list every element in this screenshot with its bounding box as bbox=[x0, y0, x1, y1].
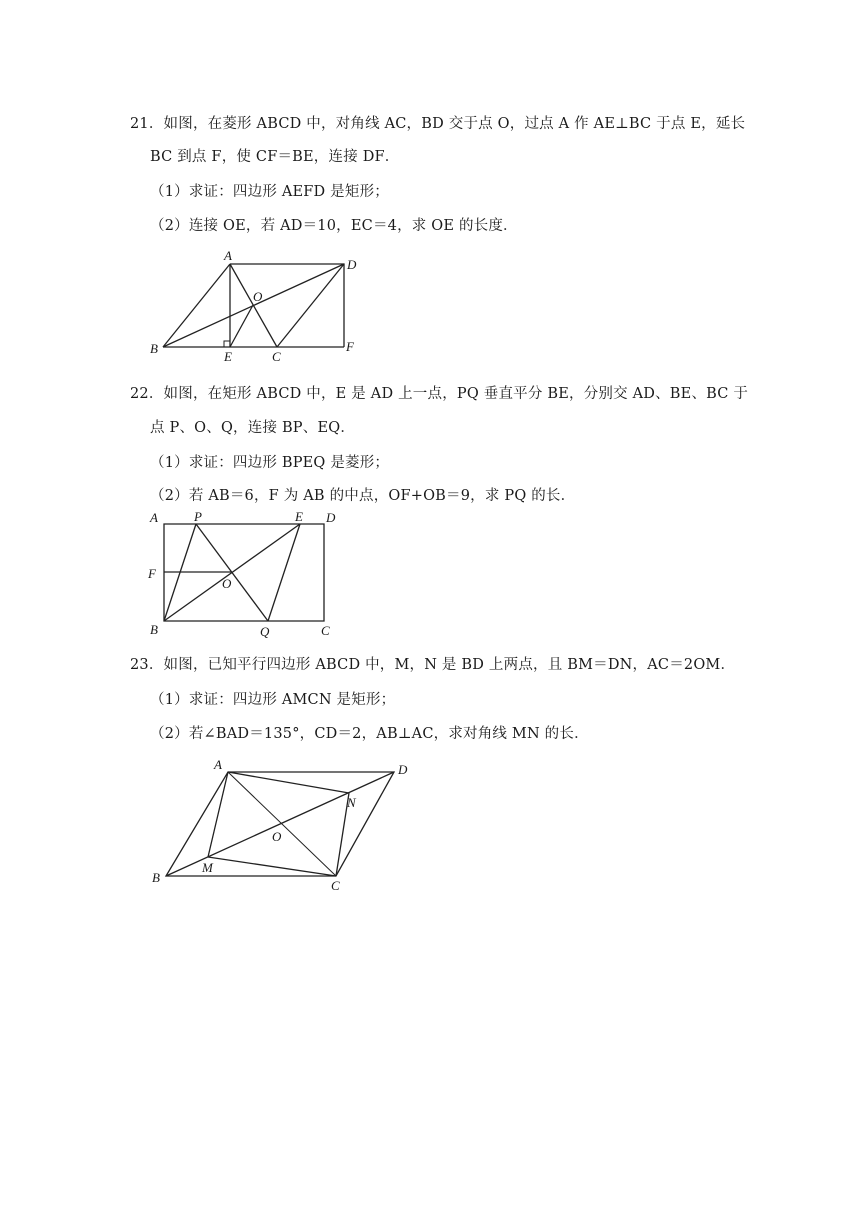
problem-22-line-1: 22．如图，在矩形 ABCD 中，E 是 AD 上一点，PQ 垂直平分 BE，分别交 AD、BE、BC 于 bbox=[130, 386, 749, 402]
figure-22-label-D: D bbox=[326, 510, 336, 525]
problem-23-part-2: （2）若∠BAD＝135°，CD＝2，AB⊥AC，求对角线 MN 的长． bbox=[150, 726, 589, 742]
figure-22-label-B: B bbox=[150, 622, 158, 637]
figure-21-label-D: D bbox=[347, 257, 357, 272]
problem-21-line-1: 21．如图，在菱形 ABCD 中，对角线 AC，BD 交于点 O，过点 A 作 AE⊥BC 于点 E，延长 bbox=[130, 116, 746, 132]
figure-21-segment-CD bbox=[277, 264, 344, 347]
figure-22 bbox=[140, 508, 350, 643]
figure-21-label-O: O bbox=[253, 289, 263, 304]
problem-22-line-2: 点 P、O、Q，连接 BP、EQ． bbox=[150, 420, 356, 436]
problem-23-part-1: （1）求证：四边形 AMCN 是矩形； bbox=[150, 692, 396, 708]
problem-21-line-2: BC 到点 F，使 CF＝BE，连接 DF． bbox=[150, 149, 400, 165]
figure-21-label-B: B bbox=[150, 341, 158, 356]
problem-22-part-1: （1）求证：四边形 BPEQ 是菱形； bbox=[150, 455, 390, 471]
figure-22-segment-EQ bbox=[268, 524, 300, 621]
problem-21-part-2: （2）连接 OE，若 AD＝10，EC＝4，求 OE 的长度． bbox=[150, 218, 518, 234]
figure-22-label-C: C bbox=[321, 623, 330, 638]
figure-21-segment-AB bbox=[163, 264, 230, 347]
figure-23-label-D: D bbox=[398, 762, 408, 777]
figure-23-label-A: A bbox=[214, 757, 222, 772]
figure-23-segment-MC bbox=[208, 857, 336, 876]
figure-22-label-F: F bbox=[148, 566, 156, 581]
figure-22-label-P: P bbox=[194, 509, 202, 524]
figure-23-diagonal-BD bbox=[166, 772, 394, 876]
figure-21-right-angle-mark bbox=[224, 341, 230, 347]
problem-22-part-2: （2）若 AB＝6，F 为 AB 的中点，OF+OB＝9，求 PQ 的长． bbox=[150, 488, 576, 504]
figure-22-label-Q: Q bbox=[260, 624, 270, 639]
figure-22-label-O: O bbox=[222, 576, 232, 591]
figure-21-label-A: A bbox=[224, 248, 232, 263]
figure-21 bbox=[140, 245, 380, 365]
figure-22-label-A: A bbox=[150, 510, 158, 525]
figure-23-label-O: O bbox=[272, 829, 282, 844]
figure-21-label-E: E bbox=[224, 349, 232, 364]
figure-21-diagonal-BD bbox=[163, 264, 344, 347]
figure-21-label-C: C bbox=[272, 349, 281, 364]
figure-23 bbox=[140, 755, 430, 895]
problem-21-part-1: （1）求证：四边形 AEFD 是矩形； bbox=[150, 184, 389, 200]
problem-23-line-1: 23．如图，已知平行四边形 ABCD 中，M，N 是 BD 上两点，且 BM＝DN，AC＝2OM． bbox=[130, 657, 736, 673]
figure-23-label-M: M bbox=[202, 860, 213, 875]
figure-23-label-C: C bbox=[331, 878, 340, 893]
figure-23-label-N: N bbox=[347, 795, 356, 810]
figure-23-segment-AM bbox=[208, 772, 228, 857]
figure-23-label-B: B bbox=[152, 870, 160, 885]
figure-22-label-E: E bbox=[295, 509, 303, 524]
figure-21-label-F: F bbox=[346, 339, 354, 354]
